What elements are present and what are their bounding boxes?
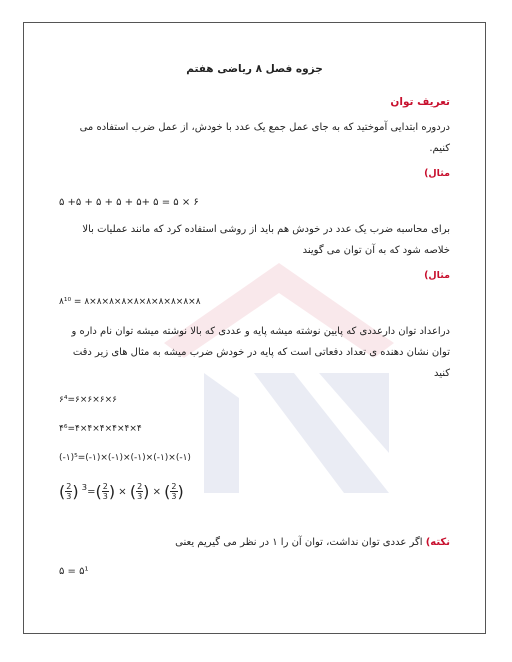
paragraph-power-definition: برای محاسبه ضرب یک عدد در خودش هم باید از روشی استفاده کرد که مانند عملیات بالا خلاصه شود که به آن توان می گویند	[82, 224, 450, 256]
page-frame	[23, 22, 486, 634]
example-label-2: مثال)	[424, 270, 450, 281]
equation-six-power-four: ۶⁴=۶×۶×۶×۶	[59, 395, 117, 405]
note-row	[59, 532, 450, 553]
equation-repeated-addition: ۵ +۵ + ۵ + ۵ + ۵+ ۵ = ۵ × ۶	[59, 197, 199, 208]
equation-eight-power-ten: ۸¹⁰ = ۸×۸×۸×۸×۸×۸×۸×۸×۸×۸	[59, 297, 201, 307]
document-content	[59, 59, 450, 588]
section-heading: تعریف توان	[390, 96, 450, 108]
intro-paragraph: دردوره ابتدایی آموختید که به جای عمل جمع یک عدد با خودش، از عمل ضرب استفاده می کنیم.	[79, 122, 450, 154]
equation-five-power-one: ۵ = ۵¹	[59, 566, 89, 578]
equation-fraction-power: ( $\frac{2}{3}$ ) $^3$=( $\frac{2}{3}$ ) × ( $\frac{2}{3}$ ) × ( $\frac{2}{3}$ )	[59, 481, 184, 501]
document-title: جزوه فصل ۸ ریاضی هفتم	[186, 63, 323, 75]
fraction: $\frac{2}{3}$	[66, 481, 72, 501]
example-label-1: مثال)	[424, 168, 450, 179]
note-text: اگر عددی توان نداشت، توان آن را ۱ در نظر می گیریم یعنی	[175, 537, 426, 549]
fraction-exponent: 3	[81, 482, 88, 492]
note-label: نکته)	[425, 537, 450, 549]
equation-four-power-six: ۴⁶=۴×۴×۴×۴×۴×۴	[59, 424, 142, 434]
paragraph-base-exponent: دراعداد توان دارعددی که پایین نوشته میشه پایه و عددی که بالا نوشته میشه توان نام داره و توان نشان دهنده ی تعداد دفعاتی است که پایه در خودش ضرب میشه به مثال های زیر دقت کنید	[71, 326, 450, 379]
equation-negative-one-power-five: (-۱)⁵=(-۱)×(-۱)×(-۱)×(-۱)×(-۱)	[59, 453, 191, 463]
